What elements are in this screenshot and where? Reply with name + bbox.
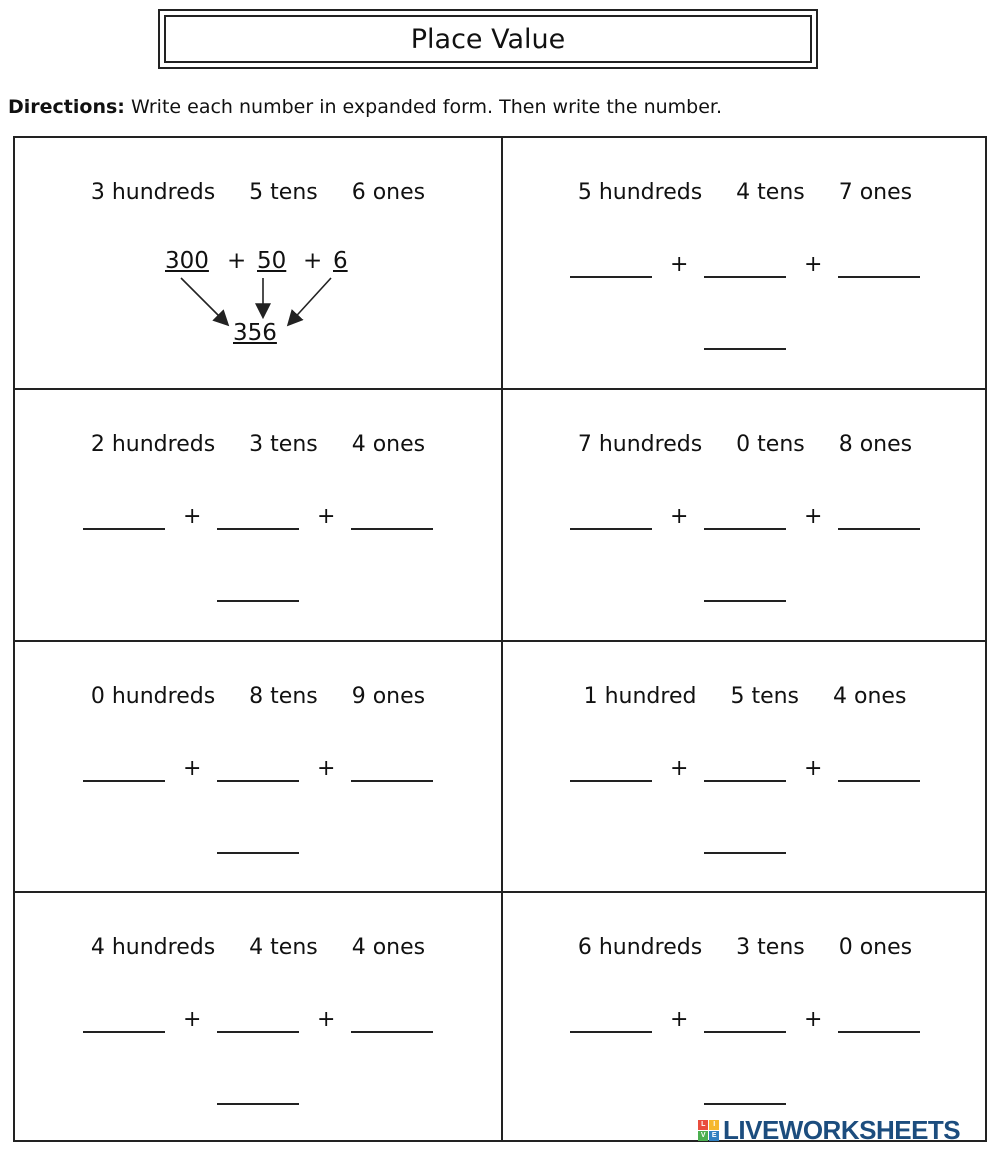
ones-blank[interactable] xyxy=(351,1005,433,1033)
plus-sign: + xyxy=(804,756,823,781)
plus-sign: + xyxy=(183,504,202,529)
expanded-form-blanks xyxy=(15,1005,501,1033)
number-blank[interactable] xyxy=(217,574,299,602)
unit-labels xyxy=(503,935,987,960)
plus-sign: + xyxy=(670,1007,689,1032)
plus-sign: + xyxy=(804,252,823,277)
hundreds-blank[interactable] xyxy=(570,754,652,782)
plus-sign: + xyxy=(804,504,823,529)
ones-blank[interactable] xyxy=(838,754,920,782)
ones-label: 8 ones xyxy=(838,432,913,457)
expanded-form-blanks xyxy=(503,1005,987,1033)
tens-label: 0 tens xyxy=(736,432,805,457)
directions xyxy=(8,96,722,118)
example-arrows xyxy=(15,138,501,388)
ones-label: 4 ones xyxy=(833,684,907,709)
hundreds-label: 6 hundreds xyxy=(577,935,703,960)
worksheet-grid xyxy=(13,136,987,1142)
number-blank[interactable] xyxy=(704,322,786,350)
tens-label: 4 tens xyxy=(249,935,318,960)
tens-blank[interactable] xyxy=(217,502,299,530)
tens-label: 3 tens xyxy=(736,935,805,960)
tens-blank[interactable] xyxy=(704,502,786,530)
unit-labels xyxy=(503,432,987,457)
tens-label: 5 tens xyxy=(730,684,800,709)
hundreds-label: 2 hundreds xyxy=(90,432,216,457)
problem-cell-6 xyxy=(503,642,987,891)
problem-cell-3 xyxy=(15,390,501,640)
example-plus-2: + xyxy=(303,248,323,274)
arrow-ones xyxy=(289,278,331,324)
ones-blank[interactable] xyxy=(351,754,433,782)
tens-blank[interactable] xyxy=(704,1005,786,1033)
directions-label: Directions: xyxy=(8,96,125,118)
unit-labels xyxy=(15,432,501,457)
ones-label: 4 ones xyxy=(351,432,426,457)
tens-blank[interactable] xyxy=(217,1005,299,1033)
ones-label: 6 ones xyxy=(351,180,426,205)
hundreds-label: 4 hundreds xyxy=(90,935,216,960)
expanded-form-blanks xyxy=(503,250,987,278)
arrow-hundreds xyxy=(181,278,227,324)
page-title: Place Value xyxy=(164,15,812,63)
hundreds-label: 7 hundreds xyxy=(577,432,703,457)
hundreds-blank[interactable] xyxy=(570,250,652,278)
tens-label: 3 tens xyxy=(249,432,318,457)
unit-labels xyxy=(15,684,501,709)
plus-sign: + xyxy=(670,504,689,529)
number-blank[interactable] xyxy=(704,1077,786,1105)
unit-labels xyxy=(503,180,987,205)
expanded-form-blanks xyxy=(503,502,987,530)
plus-sign: + xyxy=(804,1007,823,1032)
expanded-form-blanks xyxy=(503,754,987,782)
tens-label: 4 tens xyxy=(736,180,805,205)
unit-labels xyxy=(15,935,501,960)
hundreds-blank[interactable] xyxy=(570,502,652,530)
title-box xyxy=(158,9,818,69)
unit-labels xyxy=(503,684,987,709)
number-blank[interactable] xyxy=(217,1077,299,1105)
plus-sign: + xyxy=(317,756,336,781)
plus-sign: + xyxy=(183,1007,202,1032)
number-blank[interactable] xyxy=(704,574,786,602)
ones-label: 9 ones xyxy=(351,684,426,709)
example-ones: 6 xyxy=(333,248,348,274)
ones-label: 4 ones xyxy=(351,935,426,960)
ones-blank[interactable] xyxy=(838,502,920,530)
hundreds-label: 5 hundreds xyxy=(577,180,703,205)
hundreds-blank[interactable] xyxy=(570,1005,652,1033)
hundreds-label: 0 hundreds xyxy=(90,684,216,709)
expanded-form-blanks xyxy=(15,502,501,530)
tens-blank[interactable] xyxy=(704,754,786,782)
number-blank[interactable] xyxy=(704,826,786,854)
plus-sign: + xyxy=(670,756,689,781)
hundreds-blank[interactable] xyxy=(83,1005,165,1033)
hundreds-label: 1 hundred xyxy=(583,684,697,709)
ones-blank[interactable] xyxy=(351,502,433,530)
directions-text: Write each number in expanded form. Then write the number. xyxy=(130,96,723,118)
hundreds-blank[interactable] xyxy=(83,754,165,782)
ones-label: 7 ones xyxy=(838,180,913,205)
tens-blank[interactable] xyxy=(704,250,786,278)
hundreds-blank[interactable] xyxy=(83,502,165,530)
worked-example xyxy=(15,138,501,388)
plus-sign: + xyxy=(670,252,689,277)
number-blank[interactable] xyxy=(217,826,299,854)
problem-cell-8 xyxy=(503,893,987,1142)
expanded-form-blanks xyxy=(15,754,501,782)
ones-label: 0 ones xyxy=(838,935,913,960)
problem-cell-2 xyxy=(503,138,987,388)
liveworksheets-logo xyxy=(698,1115,960,1145)
example-tens: 50 xyxy=(257,248,287,274)
tens-label: 5 tens xyxy=(249,180,318,205)
hundreds-label: 3 hundreds xyxy=(90,180,216,205)
plus-sign: + xyxy=(183,756,202,781)
tens-blank[interactable] xyxy=(217,754,299,782)
problem-cell-7 xyxy=(15,893,501,1142)
problem-cell-1 xyxy=(15,138,501,388)
example-plus-1: + xyxy=(227,248,247,274)
logo-mark-icon: L I V E xyxy=(698,1120,719,1141)
plus-sign: + xyxy=(317,504,336,529)
example-result: 356 xyxy=(233,320,277,346)
example-hundreds: 300 xyxy=(165,248,209,274)
brand-name: LIVEWORKSHEETS xyxy=(723,1114,961,1145)
problem-cell-5 xyxy=(15,642,501,891)
ones-blank[interactable] xyxy=(838,250,920,278)
plus-sign: + xyxy=(317,1007,336,1032)
ones-blank[interactable] xyxy=(838,1005,920,1033)
tens-label: 8 tens xyxy=(249,684,318,709)
problem-cell-4 xyxy=(503,390,987,640)
